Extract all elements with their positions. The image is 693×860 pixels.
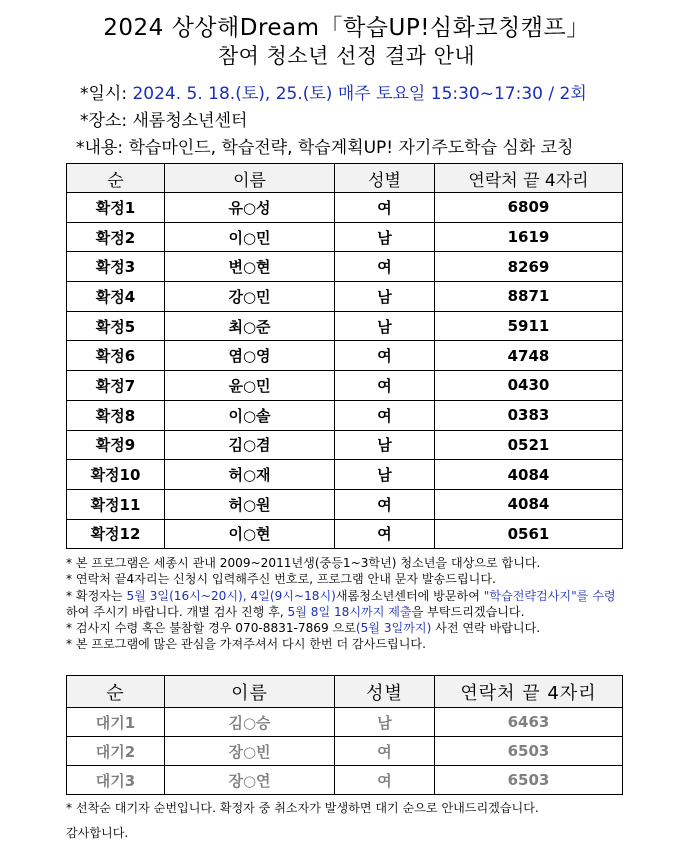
col-order: 순 [67, 164, 165, 193]
confirmed-row-gender: 여 [335, 341, 435, 371]
confirmed-row-gender: 여 [335, 489, 435, 519]
waitlist-row-name: 장○연 [165, 766, 335, 795]
waitlist-row-order: 대기3 [67, 766, 165, 795]
confirmed-row-order: 확정12 [67, 519, 165, 549]
confirmed-row-order: 확정2 [67, 222, 165, 252]
confirmed-row [67, 341, 623, 371]
confirmed-row-order: 확정6 [67, 341, 165, 371]
wcol-order: 순 [67, 676, 165, 708]
wcol-phone: 연락처 끝 4자리 [435, 676, 623, 708]
confirmed-row-phone: 0430 [435, 371, 623, 401]
confirmed-row-phone: 1619 [435, 222, 623, 252]
col-phone: 연락처 끝 4자리 [435, 164, 623, 193]
col-gender: 성별 [335, 164, 435, 193]
note-1: * 본 프로그램은 세종시 관내 2009~2011년생(중등1~3학년) 청소년을 대상으로 합니다. [66, 556, 541, 570]
confirmed-row-phone: 0383 [435, 400, 623, 430]
confirmed-row [67, 400, 623, 430]
notes [66, 555, 666, 653]
confirmed-row-gender: 여 [335, 519, 435, 549]
confirmed-row-order: 확정1 [67, 193, 165, 223]
confirmed-row-name: 이○솔 [165, 400, 335, 430]
confirmed-row-name: 최○준 [165, 311, 335, 341]
confirmed-row-gender: 남 [335, 460, 435, 490]
confirmed-row-name: 염○영 [165, 341, 335, 371]
confirmed-row-phone: 8871 [435, 282, 623, 312]
confirmed-table [66, 163, 623, 549]
confirmed-row [67, 430, 623, 460]
confirmed-row-phone: 0521 [435, 430, 623, 460]
note-4b: (5월 3일까지) [355, 621, 432, 636]
waitlist-row-name: 장○빈 [165, 737, 335, 766]
confirmed-row-order: 확정5 [67, 311, 165, 341]
waitlist-row-gender: 남 [335, 708, 435, 737]
confirmed-row-gender: 남 [335, 430, 435, 460]
note-3e: 하여 주시기 바랍니다. 개별 검사 진행 후, [66, 604, 288, 619]
confirmed-row [67, 519, 623, 549]
confirmed-header-row [67, 164, 623, 193]
note-3 [66, 588, 666, 604]
info-content: *내용: 학습마인드, 학습전략, 학습계획UP! 자기주도학습 심화 코칭 [76, 138, 574, 158]
confirmed-row-phone: 4084 [435, 489, 623, 519]
info-place: *장소: 새롬청소년센터 [80, 111, 248, 131]
note-3b: 5월 3일(16시~20시), 4일(9시~18시) [126, 588, 336, 603]
confirmed-row-name: 김○겸 [165, 430, 335, 460]
waitlist-row-gender: 여 [335, 766, 435, 795]
confirmed-row-name: 이○현 [165, 519, 335, 549]
confirmed-row-order: 확정7 [67, 371, 165, 401]
waitlist-row-name: 김○승 [165, 708, 335, 737]
note-3g: 을 부탁드리겠습니다. [411, 604, 525, 619]
waitlist-row [67, 708, 623, 737]
confirmed-row-order: 확정9 [67, 430, 165, 460]
confirmed-row-phone: 6809 [435, 193, 623, 223]
confirmed-row [67, 460, 623, 490]
confirmed-row-order: 확정10 [67, 460, 165, 490]
waitlist-table [66, 675, 623, 795]
waitlist-row-phone: 6503 [435, 737, 623, 766]
confirmed-row-name: 윤○민 [165, 371, 335, 401]
doc-title: 2024 상상해Dream「학습UP!심화코칭캠프」 [103, 15, 590, 41]
note-3f: 5월 8일 18시까지 제출 [287, 604, 412, 619]
confirmed-row-gender: 남 [335, 311, 435, 341]
confirmed-row-name: 유○성 [165, 193, 335, 223]
waitlist-row [67, 766, 623, 795]
footer [66, 800, 666, 844]
confirmed-row-phone: 4748 [435, 341, 623, 371]
waitlist-row [67, 737, 623, 766]
waitlist-header-row [67, 676, 623, 708]
note-3c: 새롬청소년센터에 방문하여 [335, 588, 484, 603]
confirmed-row-order: 확정11 [67, 489, 165, 519]
date-value: 2024. 5. 18.(토), 25.(토) 매주 토요일 15:30~17:30 / 2회 [132, 84, 587, 104]
confirmed-row-phone: 8269 [435, 252, 623, 282]
note-3a: * 확정자는 [66, 588, 127, 603]
note-4a: * 검사지 수령 혹은 불참할 경우 070-8831-7869 으로 [66, 621, 356, 636]
confirmed-row-phone: 0561 [435, 519, 623, 549]
confirmed-row-gender: 여 [335, 400, 435, 430]
confirmed-row-phone: 4084 [435, 460, 623, 490]
confirmed-row-phone: 5911 [435, 311, 623, 341]
confirmed-row-name: 이○민 [165, 222, 335, 252]
col-name: 이름 [165, 164, 335, 193]
waitlist-row-phone: 6503 [435, 766, 623, 795]
confirmed-row [67, 311, 623, 341]
note-4 [66, 620, 666, 636]
note-3d: "학습전략검사지"를 수령 [483, 588, 616, 603]
note-4c: 사전 연락 바랍니다. [431, 621, 541, 636]
confirmed-row-gender: 여 [335, 371, 435, 401]
waitlist-row-order: 대기2 [67, 737, 165, 766]
doc-subtitle: 참여 청소년 선정 결과 안내 [217, 44, 476, 68]
confirmed-row-name: 허○재 [165, 460, 335, 490]
confirmed-row-name: 변○현 [165, 252, 335, 282]
confirmed-row [67, 222, 623, 252]
confirmed-row [67, 282, 623, 312]
waitlist-row-order: 대기1 [67, 708, 165, 737]
confirmed-row-order: 확정4 [67, 282, 165, 312]
confirmed-row-gender: 여 [335, 252, 435, 282]
date-label: *일시: [80, 84, 133, 104]
footer-note: * 선착순 대기자 순번입니다. 확정자 중 취소자가 발생하면 대기 순으로 안내드리겠습니다. [66, 801, 539, 815]
confirmed-row-gender: 남 [335, 222, 435, 252]
wcol-gender: 성별 [335, 676, 435, 708]
confirmed-row-gender: 여 [335, 193, 435, 223]
confirmed-row-name: 강○민 [165, 282, 335, 312]
footer-thanks: 감사합니다. [66, 826, 129, 840]
wcol-name: 이름 [165, 676, 335, 708]
info-date [80, 79, 587, 104]
confirmed-row-order: 확정3 [67, 252, 165, 282]
confirmed-row [67, 489, 623, 519]
waitlist-row-gender: 여 [335, 737, 435, 766]
confirmed-row [67, 193, 623, 223]
confirmed-row [67, 371, 623, 401]
note-3-cont [66, 604, 666, 620]
confirmed-row-gender: 남 [335, 282, 435, 312]
confirmed-row-name: 허○원 [165, 489, 335, 519]
note-5: * 본 프로그램에 많은 관심을 가져주셔서 다시 한번 더 감사드립니다. [66, 637, 426, 652]
note-2: * 연락처 끝4자리는 신청시 입력해주신 번호로, 프로그램 안내 문자 발송드립니다. [66, 572, 496, 587]
confirmed-row [67, 252, 623, 282]
waitlist-row-phone: 6463 [435, 708, 623, 737]
confirmed-row-order: 확정8 [67, 400, 165, 430]
